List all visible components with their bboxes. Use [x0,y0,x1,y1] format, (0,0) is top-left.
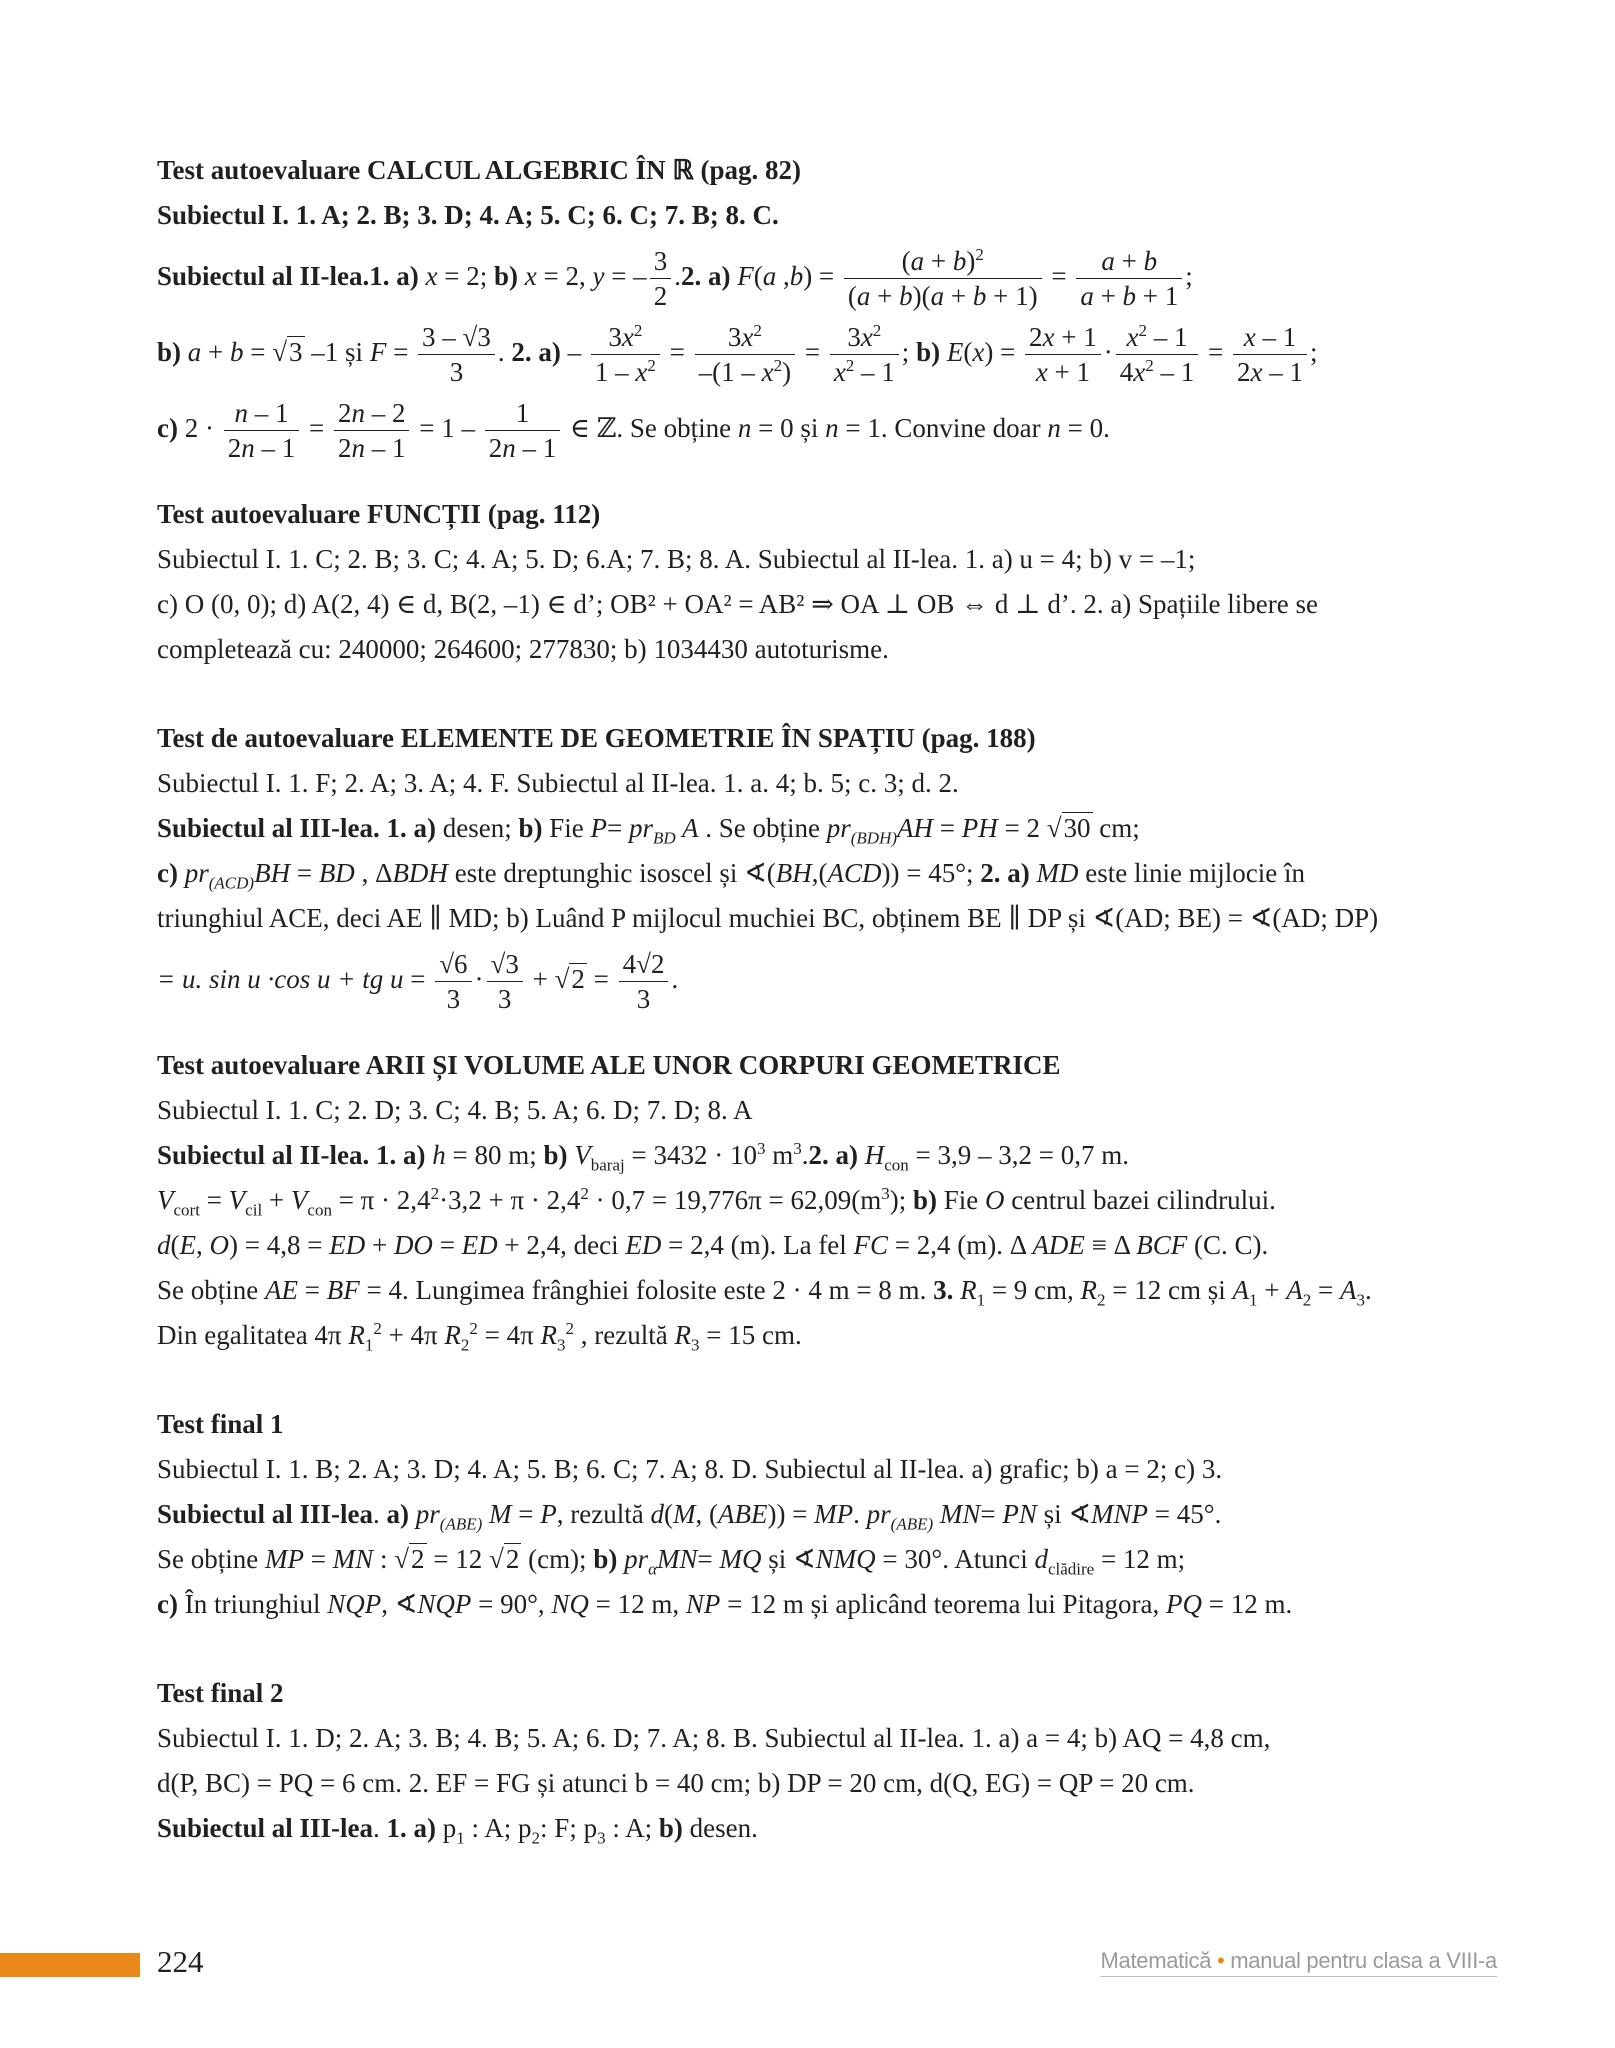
section-arii-volume [157,1043,1497,1358]
answer-line: c) 2 · $\frac{n - 1}{2n - 1}$ = $\frac{2n - 2}{2n - 1}$ = 1 – $\frac{1}{2n - 1}$ ∈ ℤ. Se obține n = 0 și n = 1. Convine doar n = 0. [157,398,1110,464]
answer-line: Se obține AE = BF = 4. Lungimea frânghiei folosite este 2 · 4 m = 8 m. 3. $R_1 = 9$ cm, $R_2 = 12$ cm și $A_1 + A_2 = A_3$. [157,1275,1372,1310]
answer-line: Subiectul al II-lea. 1. a) h = 80 m; b) $V_{baraj} = 3432 \cdot 10^3$ $m^3.2$. a) $H_{con} = 3,9 - 3,2 = 0,7$ m. [157,1139,1129,1175]
answer-line: c) În triunghiul NQP, ∢NQP = 90°, NQ = 12 m, NP = 12 m și aplicând teorema lui Pitagora, PQ = 12 m. [157,1589,1293,1619]
answer-line: Subiectul I. 1. D; 2. A; 3. B; 4. B; 5. A; 6. D; 7. A; 8. B. Subiectul al II-lea. 1. a) a = 4; b) AQ = 4,8 cm, [157,1723,1271,1753]
answer-line: d(P, BC) = PQ = 6 cm. 2. EF = FG și atunci b = 40 cm; b) DP = 20 cm, d(Q, EG) = QP = 20 cm. [157,1768,1195,1798]
section-title: Test de autoevaluare ELEMENTE DE GEOMETRIE ÎN SPAȚIU (pag. 188) [157,723,1036,753]
section-test-final-1 [157,1402,1497,1627]
page-number: 224 [157,1944,204,1979]
book-title [1100,1948,1497,1977]
answer-line: Subiectul al II-lea.1. a) x = 2; b) x = 2, y = – $\frac{3}{2}$ .2. a) F(a ,b) = $\frac{(a + b)^2}{(a + b)(a + b + 1)}$ = $\frac{a + b}{a + b + 1}$ ; [157,245,1193,312]
answer-line: Subiectul I. 1. C; 2. D; 3. C; 4. B; 5. A; 6. D; 7. D; 8. A [157,1095,753,1125]
book-title-part2: manual pentru clasa a VIII-a [1230,1948,1497,1973]
answer-key-page [157,148,1497,1851]
answer-line: c) $pr_{(ACD)}BH$ = BD , ΔBDH este dreptunghic isoscel și ∢(BH,(ACD)) = 45°; 2. a) MD este linie mijlocie în [157,858,1305,893]
bullet-icon: • [1217,1948,1225,1973]
section-title: Test final 1 [157,1409,284,1439]
answer-line: completează cu: 240000; 264600; 277830; b) 1034430 autoturisme. [157,634,889,664]
answer-line: c) O (0, 0); d) A(2, 4) ∈ d, B(2, –1) ∈ d’; OB² + OA² = AB² ⇒ OA ⊥ OB ⇔ d ⊥ d’. 2. a) Spațiile libere se [157,589,1318,619]
answer-line: Subiectul I. 1. B; 2. A; 3. D; 4. A; 5. B; 6. C; 7. A; 8. D. Subiectul al II-lea. a) grafic; b) a = 2; c) 3. [157,1454,1223,1484]
footer-accent-bar [0,1953,140,1977]
answer-line: Subiectul I. 1. C; 2. B; 3. C; 4. A; 5. D; 6.A; 7. B; 8. A. Subiectul al II-lea. 1. a) u = 4; b) v = –1; [157,544,1196,574]
answer-line: Subiectul al III-lea. a) $pr_{(ABE)}$ M = P, rezultă d(M, (ABE)) = MP. $pr_{(ABE)}$ MN= PN și ∢MNP = 45°. [157,1499,1222,1534]
section-title: Test autoevaluare ARII ȘI VOLUME ALE UNOR CORPURI GEOMETRICE [157,1050,1061,1080]
answer-line: Subiectul al III-lea. 1. a) desen; b) Fie $P= pr_{BD}$ A . Se obține $pr_{(BDH)}AH$ = PH = 2 √30 cm; [157,813,1140,848]
answer-line: = u. sin u ·cos u + tg u = $\frac{√6}{3}$ · $\frac{√3}{3}$ + √2 = $\frac{4√2}{3}$ . [157,949,679,1015]
answer-line: Se obține MP = MN : √2 = 12 √2 (cm); b) $pr_\alpha MN=$ MQ și ∢NMQ = 30°. Atunci $d_{clădire} = 12$ m; [157,1544,1186,1579]
book-title-part1: Matematică [1100,1948,1212,1973]
answer-line: Din egalitatea 4π $R_1^2 + 4\pi$ $R_2^2 = 4\pi$ $R_3^2$ , rezultă $R_3 = 15$ cm. [157,1319,802,1355]
answer-line: Subiectul I. 1. A; 2. B; 3. D; 4. A; 5. C; 6. C; 7. B; 8. C. [157,200,779,230]
section-calcul-algebric [157,148,1497,466]
answer-line: Subiectul I. 1. F; 2. A; 3. A; 4. F. Subiectul al II-lea. 1. a. 4; b. 5; c. 3; d. 2. [157,768,959,798]
section-title: Test autoevaluare FUNCȚII (pag. 112) [157,499,601,529]
answer-line: $V_{cort} = V_{cil} + V_{con} = \pi \cdot 2,4^2\cdot 3,2 + \pi \cdot 2,4^2 \cdot 0,7 = 19,776\pi = 62,09(m^3)$; b) Fie O centrul bazei cilindrului. [157,1184,1276,1220]
section-functii [157,492,1497,672]
answer-line: triunghiul ACE, deci AE ∥ MD; b) Luând P mijlocul muchiei BC, obținem BE ∥ DP și ∢(AD; BE) = ∢(AD; DP) [157,903,1379,933]
answer-line: Subiectul al III-lea. 1. a) $p_1$ : A; $p_2$: F; $p_3$ : A; b) desen. [157,1813,758,1848]
section-title: Test autoevaluare CALCUL ALGEBRIC ÎN ℝ (pag. 82) [157,155,801,185]
section-test-final-2 [157,1671,1497,1851]
section-geometrie-spatiu [157,716,1497,1017]
section-title: Test final 2 [157,1678,284,1708]
answer-line: d(E, O) = 4,8 = ED + DO = ED + 2,4, deci ED = 2,4 (m). La fel FC = 2,4 (m). Δ ADE ≡ Δ BCF (C. C). [157,1230,1269,1260]
answer-line: b) a + b = √3 –1 și F = $\frac{3 - √3}{3}$ . 2. a) – $\frac{3x^2}{1 - x^2}$ = $\frac{3x^2}{-(1 - x^2)}$ = $\frac{3x^2}{x^2 - 1}$ ; b) E(x) = $\frac{2x + 1}{x + 1}$ · $\frac{x^2 - 1}{4x^2 - 1}$ = $\frac{x - 1}{2x - 1}$ ; [157,321,1318,388]
